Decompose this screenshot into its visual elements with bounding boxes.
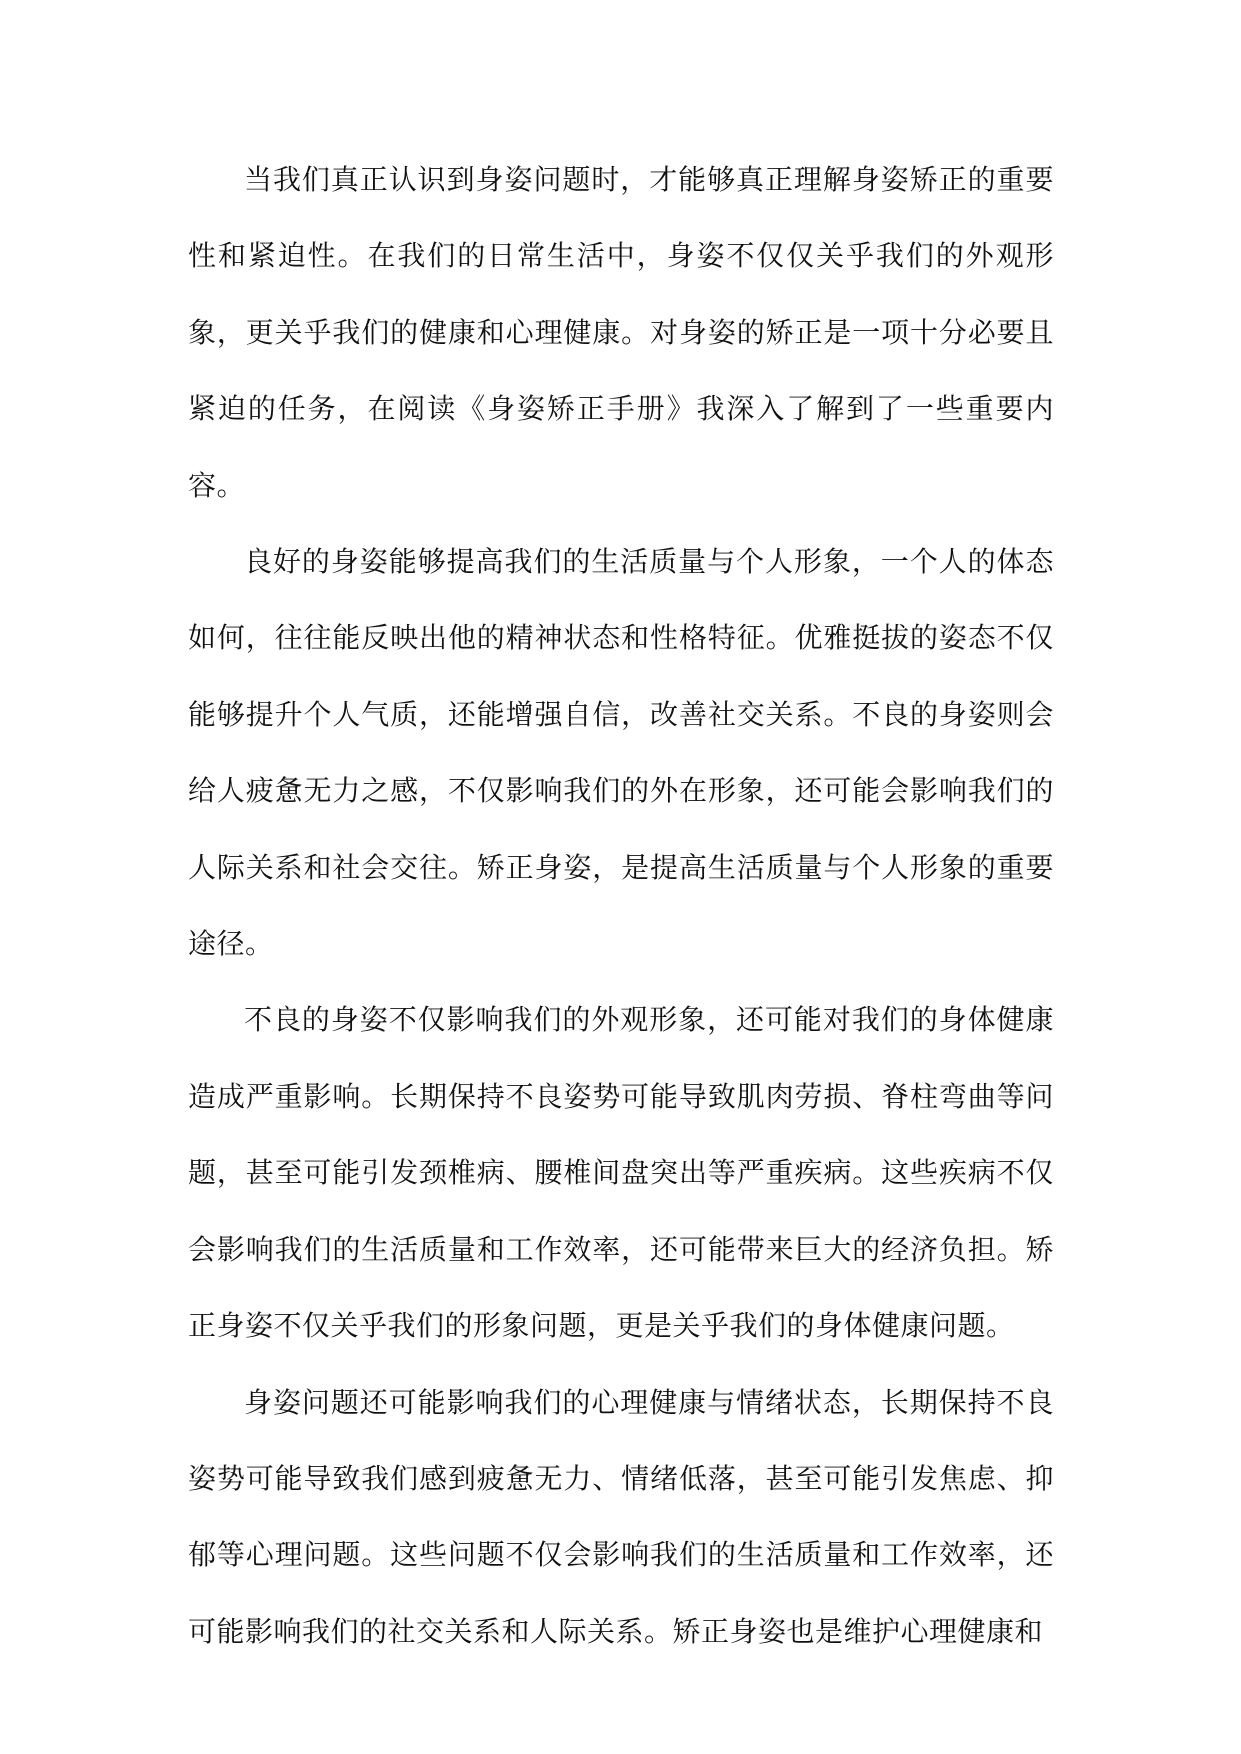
paragraph-1: 当我们真正认识到身姿问题时，才能够真正理解身姿矫正的重要性和紧迫性。在我们的日常生活中，身姿不仅仅关乎我们的外观形象，更关乎我们的健康和心理健康。对身姿的矫正是一项十分必要且紧迫的任务，在阅读《身姿矫正手册》我深入了解到了一些重要内容。 xyxy=(188,163,1054,502)
paragraph-4: 身姿问题还可能影响我们的心理健康与情绪状态，长期保持不良姿势可能导致我们感到疲惫无力、情绪低落，甚至可能引发焦虑、抑郁等心理问题。这些问题不仅会影响我们的生活质量和工作效率，还可能影响我们的社交关系和人际关系。矫正身姿也是维护心理健康和 xyxy=(188,1385,1054,1648)
paragraph-2: 良好的身姿能够提高我们的生活质量与个人形象，一个人的体态如何，往往能反映出他的精神状态和性格特征。优雅挺拔的姿态不仅能够提升个人气质，还能增强自信，改善社交关系。不良的身姿则会给人疲惫无力之感，不仅影响我们的外在形象，还可能会影响我们的人际关系和社会交往。矫正身姿，是提高生活质量与个人形象的重要途径。 xyxy=(188,545,1054,961)
document-body xyxy=(188,142,1054,1670)
paragraph-3: 不良的身姿不仅影响我们的外观形象，还可能对我们的身体健康造成严重影响。长期保持不良姿势可能导致肌肉劳损、脊柱弯曲等问题，甚至可能引发颈椎病、腰椎间盘突出等严重疾病。这些疾病不仅会影响我们的生活质量和工作效率，还可能带来巨大的经济负担。矫正身姿不仅关乎我们的形象问题，更是关乎我们的身体健康问题。 xyxy=(188,1003,1054,1343)
